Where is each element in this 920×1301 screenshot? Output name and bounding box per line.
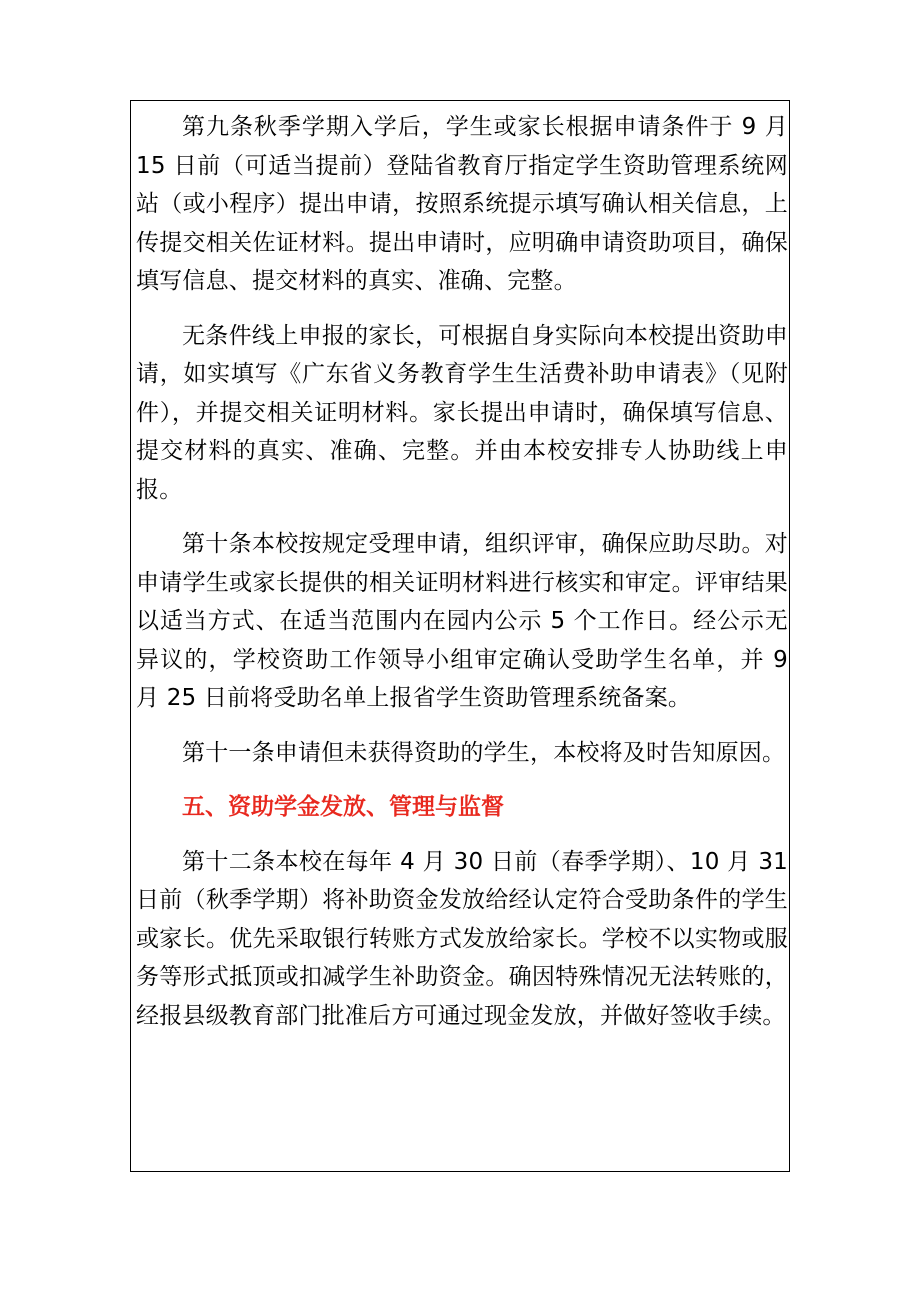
paragraph-article-12: 第十二条本校在每年 4 月 30 日前（春季学期）、10 月 31 日前（秋季学期）将补助资金发放给经认定符合受助条件的学生或家长。优先采取银行转账方式发放给家长。学校不以实物或服务等形式抵顶或扣减学生补助资金。确因特殊情况无法转账的，经报县级教育部门批准后方可通过现金发放，并做好签收手续。 [136, 848, 788, 1029]
section-heading: 五、资助学金发放、管理与监督 [182, 794, 504, 820]
paragraph-article-11: 第十一条申请但未获得资助的学生，本校将及时告知原因。 [182, 739, 786, 766]
paragraph-offline-application: 无条件线上申报的家长，可根据自身实际向本校提出资助申请，如实填写《广东省义务教育学生生活费补助申请表》（见附件），并提交相关证明材料。家长提出申请时，确保填写信息、提交材料的真实、准确、完整。并由本校安排专人协助线上申报。 [136, 322, 788, 503]
paragraph-article-10: 第十条本校按规定受理申请，组织评审，确保应助尽助。对申请学生或家长提供的相关证明材料进行核实和审定。评审结果以适当方式、在适当范围内在园内公示 5 个工作日。经公示无异议的，学校资助工作领导小组审定确认受助学生名单，并 9 月 25 日前将受助名单上报省学生资助管理系统备案。 [136, 531, 788, 711]
document-content [136, 108, 788, 1051]
paragraph-article-9: 第九条秋季学期入学后，学生或家长根据申请条件于 9 月 15 日前（可适当提前）登陆省教育厅指定学生资助管理系统网站（或小程序）提出申请，按照系统提示填写确认相关信息，上传提交相关佐证材料。提出申请时，应明确申请资助项目，确保填写信息、提交材料的真实、准确、完整。 [136, 114, 788, 294]
